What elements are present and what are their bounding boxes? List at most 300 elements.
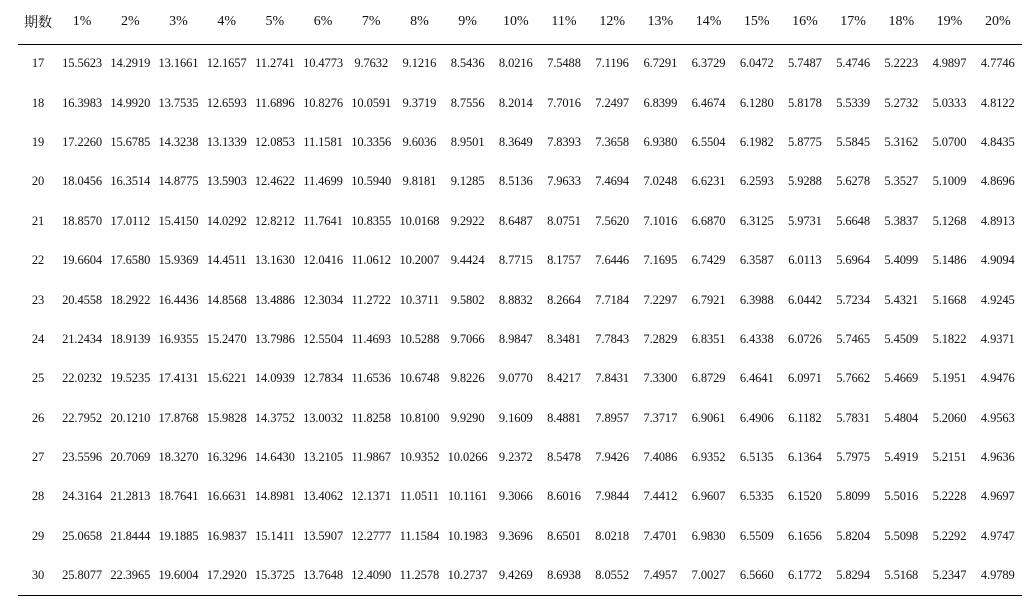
period-cell: 30 [18, 556, 58, 595]
period-cell: 25 [31, 371, 45, 386]
value-cell: 6.5504 [691, 134, 726, 149]
annuity-present-value-table [18, 0, 1022, 596]
value-cell: 12.4622 [254, 174, 295, 189]
value-cell: 6.8399 [643, 95, 678, 110]
period-cell: 27 [31, 450, 45, 465]
value-cell: 6.4674 [691, 95, 726, 110]
value-cell: 7.9844 [595, 489, 630, 504]
period-cell: 21 [31, 213, 45, 228]
value-cell: 16.3296 [206, 450, 247, 465]
value-cell: 5.1486 [932, 253, 967, 268]
value-cell: 9.4269 [492, 556, 540, 595]
value-cell: 5.0700 [932, 134, 967, 149]
value-cell: 5.3527 [884, 174, 919, 189]
value-cell: 7.9426 [595, 450, 630, 465]
value-cell: 5.4321 [884, 292, 919, 307]
value-cell: 7.9633 [547, 174, 581, 189]
value-cell: 4.9636 [980, 450, 1015, 465]
value-cell: 13.4062 [303, 489, 343, 504]
value-cell: 11.0612 [351, 253, 391, 268]
table-row [18, 241, 1022, 280]
value-cell: 5.4804 [884, 410, 919, 425]
value-cell: 11.6896 [255, 95, 295, 110]
value-cell: 13.1339 [206, 134, 247, 149]
value-cell: 22.3965 [106, 556, 154, 595]
value-cell: 5.9288 [788, 174, 822, 189]
value-cell: 7.4086 [643, 450, 678, 465]
value-cell: 6.0472 [739, 56, 774, 71]
table-header [18, 0, 1022, 44]
value-cell: 10.9352 [399, 450, 440, 465]
value-cell: 9.2372 [498, 450, 533, 465]
value-cell: 7.3717 [643, 410, 678, 425]
value-cell: 4.9476 [980, 371, 1015, 386]
value-cell: 12.0416 [303, 253, 343, 268]
value-cell: 8.0216 [498, 56, 533, 71]
value-cell: 5.7234 [836, 292, 870, 307]
value-cell: 10.2007 [399, 253, 440, 268]
header-rate: 10% [492, 0, 540, 44]
value-cell: 7.5488 [547, 56, 581, 71]
value-cell: 17.2260 [62, 134, 103, 149]
value-cell: 8.0751 [547, 213, 581, 228]
table-row [18, 123, 1022, 162]
value-cell: 17.0112 [110, 213, 151, 228]
value-cell: 4.7746 [980, 56, 1015, 71]
table-row [18, 202, 1022, 241]
value-cell: 5.7465 [836, 331, 870, 346]
value-cell: 6.8729 [691, 371, 726, 386]
value-cell: 6.5335 [739, 489, 774, 504]
value-cell: 17.8768 [158, 410, 199, 425]
value-cell: 8.6487 [498, 213, 533, 228]
value-cell: 4.8696 [980, 174, 1015, 189]
value-cell: 13.1630 [254, 253, 295, 268]
value-cell: 10.1161 [447, 489, 488, 504]
value-cell: 10.8276 [303, 95, 343, 110]
value-cell: 8.5136 [498, 174, 533, 189]
value-cell: 5.9731 [788, 213, 822, 228]
value-cell: 10.2737 [444, 556, 492, 595]
value-cell: 5.4509 [884, 331, 919, 346]
value-cell: 13.1661 [158, 56, 199, 71]
value-cell: 6.6231 [691, 174, 726, 189]
value-cell: 7.2829 [643, 331, 678, 346]
value-cell: 19.6004 [154, 556, 202, 595]
value-cell: 15.9828 [206, 410, 247, 425]
annuity-table-container [18, 0, 1022, 596]
value-cell: 6.5509 [739, 528, 774, 543]
value-cell: 7.7184 [595, 292, 630, 307]
value-cell: 12.5504 [303, 331, 343, 346]
value-cell: 5.1951 [932, 371, 967, 386]
value-cell: 5.5845 [836, 134, 870, 149]
value-cell: 14.8568 [206, 292, 247, 307]
value-cell: 10.0266 [447, 450, 488, 465]
value-cell: 5.2060 [932, 410, 967, 425]
value-cell: 14.6430 [254, 450, 295, 465]
value-cell: 10.3356 [351, 134, 392, 149]
value-cell: 14.3752 [254, 410, 295, 425]
header-rate: 19% [925, 0, 973, 44]
value-cell: 8.6938 [540, 556, 588, 595]
value-cell: 15.6221 [206, 371, 247, 386]
period-cell: 18 [31, 95, 45, 110]
value-cell: 6.1772 [781, 556, 829, 595]
value-cell: 5.5168 [877, 556, 925, 595]
value-cell: 15.6785 [110, 134, 151, 149]
value-cell: 14.0292 [206, 213, 247, 228]
value-cell: 9.7632 [354, 56, 389, 71]
value-cell: 6.4906 [739, 410, 774, 425]
value-cell: 11.9867 [351, 450, 391, 465]
value-cell: 6.4641 [739, 371, 774, 386]
value-cell: 5.2223 [884, 56, 919, 71]
value-cell: 7.0027 [684, 556, 732, 595]
header-rate: 13% [636, 0, 684, 44]
header-rate: 11% [540, 0, 588, 44]
value-cell: 7.4412 [643, 489, 678, 504]
value-cell: 4.9897 [932, 56, 967, 71]
value-cell: 18.3270 [158, 450, 199, 465]
value-cell: 5.0333 [932, 95, 967, 110]
value-cell: 10.8355 [351, 213, 392, 228]
period-cell: 28 [31, 489, 45, 504]
value-cell: 9.4424 [450, 253, 485, 268]
value-cell: 20.4558 [62, 292, 103, 307]
value-cell: 8.8832 [498, 292, 533, 307]
value-cell: 5.6278 [836, 174, 870, 189]
value-cell: 12.0853 [254, 134, 295, 149]
value-cell: 8.2664 [547, 292, 581, 307]
period-cell: 20 [31, 174, 45, 189]
value-cell: 5.5016 [884, 489, 919, 504]
value-cell: 5.3837 [884, 213, 919, 228]
value-cell: 6.1656 [788, 528, 822, 543]
value-cell: 7.2297 [643, 292, 678, 307]
value-cell: 6.0726 [788, 331, 822, 346]
value-cell: 5.8775 [788, 134, 822, 149]
value-cell: 7.7843 [595, 331, 630, 346]
value-cell: 6.1520 [788, 489, 822, 504]
value-cell: 10.6748 [399, 371, 440, 386]
value-cell: 6.4338 [739, 331, 774, 346]
value-cell: 7.4957 [636, 556, 684, 595]
value-cell: 12.4090 [347, 556, 395, 595]
value-cell: 16.9355 [158, 331, 199, 346]
table-row [18, 556, 1022, 595]
value-cell: 5.8294 [829, 556, 877, 595]
value-cell: 8.4881 [547, 410, 581, 425]
value-cell: 6.3587 [739, 253, 774, 268]
value-cell: 9.8181 [402, 174, 437, 189]
value-cell: 6.7921 [691, 292, 726, 307]
value-cell: 18.8570 [62, 213, 103, 228]
value-cell: 6.9352 [691, 450, 726, 465]
value-cell: 11.1581 [303, 134, 343, 149]
value-cell: 10.5940 [351, 174, 392, 189]
value-cell: 16.9837 [206, 528, 247, 543]
header-rate: 20% [974, 0, 1022, 44]
value-cell: 11.2741 [255, 56, 295, 71]
header-rate: 2% [106, 0, 154, 44]
value-cell: 7.1695 [643, 253, 678, 268]
value-cell: 5.8204 [836, 528, 870, 543]
value-cell: 5.2732 [884, 95, 919, 110]
value-cell: 5.3162 [884, 134, 919, 149]
value-cell: 6.6870 [691, 213, 726, 228]
value-cell: 5.7487 [788, 56, 822, 71]
value-cell: 14.0939 [254, 371, 295, 386]
value-cell: 14.9920 [110, 95, 151, 110]
value-cell: 6.0971 [788, 371, 822, 386]
value-cell: 5.2151 [932, 450, 967, 465]
value-cell: 17.2920 [203, 556, 251, 595]
value-cell: 11.6536 [351, 371, 391, 386]
value-cell: 6.9061 [691, 410, 726, 425]
value-cell: 6.9607 [691, 489, 726, 504]
value-cell: 7.4694 [595, 174, 630, 189]
value-cell: 5.1668 [932, 292, 967, 307]
value-cell: 6.5660 [733, 556, 781, 595]
value-cell: 6.0442 [788, 292, 822, 307]
value-cell: 8.0552 [588, 556, 636, 595]
value-cell: 15.9369 [158, 253, 199, 268]
value-cell: 6.3988 [739, 292, 774, 307]
value-cell: 11.4699 [303, 174, 343, 189]
value-cell: 7.3658 [595, 134, 630, 149]
value-cell: 8.9847 [498, 331, 533, 346]
value-cell: 5.6964 [836, 253, 870, 268]
value-cell: 7.4701 [643, 528, 678, 543]
value-cell: 9.1285 [450, 174, 485, 189]
value-cell: 7.5620 [595, 213, 630, 228]
value-cell: 6.7291 [643, 56, 678, 71]
value-cell: 6.5135 [739, 450, 774, 465]
value-cell: 9.2922 [450, 213, 485, 228]
value-cell: 11.2578 [395, 556, 443, 595]
header-rate: 9% [444, 0, 492, 44]
value-cell: 8.2014 [498, 95, 533, 110]
value-cell: 13.2105 [303, 450, 343, 465]
value-cell: 8.1757 [547, 253, 581, 268]
value-cell: 9.5802 [450, 292, 485, 307]
table-row [18, 320, 1022, 359]
value-cell: 9.9290 [450, 410, 485, 425]
value-cell: 15.5623 [62, 56, 103, 71]
value-cell: 8.0218 [595, 528, 630, 543]
value-cell: 4.9371 [980, 331, 1015, 346]
value-cell: 8.6501 [547, 528, 581, 543]
value-cell: 16.3514 [110, 174, 151, 189]
value-cell: 14.3238 [158, 134, 199, 149]
value-cell: 14.8981 [254, 489, 295, 504]
value-cell: 14.4511 [206, 253, 247, 268]
header-row [18, 0, 1022, 44]
value-cell: 11.1584 [399, 528, 440, 543]
period-cell: 29 [31, 528, 45, 543]
header-rate: 3% [154, 0, 202, 44]
header-rate: 8% [395, 0, 443, 44]
table-row [18, 359, 1022, 398]
header-rate: 5% [251, 0, 299, 44]
value-cell: 14.2919 [110, 56, 151, 71]
value-cell: 5.4669 [884, 371, 919, 386]
value-cell: 8.4217 [547, 371, 581, 386]
value-cell: 10.3711 [399, 292, 440, 307]
value-cell: 6.9380 [643, 134, 678, 149]
value-cell: 7.3300 [643, 371, 678, 386]
table-row [18, 44, 1022, 83]
value-cell: 10.4773 [303, 56, 343, 71]
value-cell: 10.0591 [351, 95, 392, 110]
value-cell: 9.3066 [498, 489, 533, 504]
table-row [18, 280, 1022, 319]
value-cell: 12.8212 [254, 213, 295, 228]
value-cell: 14.8775 [158, 174, 199, 189]
table-row [18, 517, 1022, 556]
header-rate: 4% [203, 0, 251, 44]
value-cell: 7.7016 [547, 95, 581, 110]
value-cell: 12.3034 [303, 292, 343, 307]
header-period: 期数 [18, 0, 58, 44]
period-cell: 23 [31, 292, 45, 307]
value-cell: 13.4886 [254, 292, 295, 307]
value-cell: 23.5596 [62, 450, 103, 465]
value-cell: 21.8444 [110, 528, 151, 543]
value-cell: 9.6036 [402, 134, 437, 149]
value-cell: 7.6446 [595, 253, 630, 268]
header-rate: 14% [684, 0, 732, 44]
value-cell: 18.7641 [158, 489, 199, 504]
value-cell: 6.1182 [788, 410, 822, 425]
value-cell: 12.1371 [351, 489, 392, 504]
value-cell: 9.0770 [498, 371, 533, 386]
value-cell: 9.1216 [402, 56, 437, 71]
table-row [18, 162, 1022, 201]
value-cell: 25.0658 [62, 528, 103, 543]
value-cell: 17.4131 [158, 371, 199, 386]
value-cell: 20.7069 [110, 450, 151, 465]
value-cell: 8.5436 [450, 56, 485, 71]
value-cell: 9.3719 [402, 95, 437, 110]
value-cell: 7.8431 [595, 371, 630, 386]
value-cell: 6.3729 [691, 56, 726, 71]
value-cell: 7.1196 [595, 56, 629, 71]
value-cell: 13.5907 [303, 528, 343, 543]
header-rate: 1% [58, 0, 106, 44]
value-cell: 12.2777 [351, 528, 392, 543]
header-rate: 16% [781, 0, 829, 44]
value-cell: 25.8077 [58, 556, 106, 595]
value-cell: 4.9789 [974, 556, 1022, 595]
value-cell: 4.9747 [980, 528, 1015, 543]
value-cell: 5.4919 [884, 450, 919, 465]
value-cell: 12.6593 [206, 95, 247, 110]
value-cell: 13.7535 [158, 95, 199, 110]
value-cell: 19.1885 [158, 528, 199, 543]
value-cell: 12.7834 [303, 371, 343, 386]
value-cell: 5.8099 [836, 489, 870, 504]
value-cell: 16.4436 [158, 292, 199, 307]
value-cell: 5.4746 [836, 56, 870, 71]
value-cell: 15.4150 [158, 213, 199, 228]
value-cell: 6.7429 [691, 253, 726, 268]
value-cell: 21.2434 [62, 331, 103, 346]
value-cell: 5.8178 [788, 95, 822, 110]
value-cell: 13.7648 [299, 556, 347, 595]
value-cell: 5.2347 [925, 556, 973, 595]
table-row [18, 477, 1022, 516]
value-cell: 11.2722 [351, 292, 391, 307]
header-rate: 12% [588, 0, 636, 44]
value-cell: 10.0168 [399, 213, 440, 228]
value-cell: 21.2813 [110, 489, 151, 504]
value-cell: 4.9094 [980, 253, 1015, 268]
value-cell: 8.7715 [498, 253, 533, 268]
value-cell: 7.8393 [547, 134, 581, 149]
value-cell: 9.7066 [450, 331, 485, 346]
value-cell: 18.0456 [62, 174, 103, 189]
value-cell: 11.8258 [351, 410, 391, 425]
value-cell: 24.3164 [62, 489, 103, 504]
header-rate: 7% [347, 0, 395, 44]
value-cell: 4.9697 [980, 489, 1015, 504]
period-cell: 24 [31, 331, 45, 346]
value-cell: 22.7952 [62, 410, 103, 425]
value-cell: 6.1982 [739, 134, 774, 149]
value-cell: 18.9139 [110, 331, 151, 346]
value-cell: 18.2922 [110, 292, 151, 307]
value-cell: 7.1016 [643, 213, 678, 228]
value-cell: 8.7556 [450, 95, 485, 110]
value-cell: 7.2497 [595, 95, 630, 110]
value-cell: 8.6016 [547, 489, 581, 504]
value-cell: 7.0248 [643, 174, 678, 189]
table-row [18, 399, 1022, 438]
value-cell: 15.1411 [255, 528, 295, 543]
value-cell: 15.3725 [251, 556, 299, 595]
period-cell: 22 [31, 253, 45, 268]
value-cell: 7.8957 [595, 410, 630, 425]
value-cell: 6.9830 [691, 528, 726, 543]
value-cell: 8.5478 [547, 450, 581, 465]
value-cell: 13.0032 [303, 410, 343, 425]
value-cell: 12.1657 [206, 56, 247, 71]
value-cell: 4.8435 [980, 134, 1015, 149]
value-cell: 4.9245 [980, 292, 1015, 307]
value-cell: 19.5235 [110, 371, 151, 386]
value-cell: 6.1280 [739, 95, 774, 110]
table-body [18, 44, 1022, 595]
value-cell: 10.1983 [447, 528, 488, 543]
table-row [18, 438, 1022, 477]
value-cell: 4.8913 [980, 213, 1015, 228]
period-cell: 19 [31, 134, 45, 149]
value-cell: 6.2593 [739, 174, 774, 189]
value-cell: 5.7975 [836, 450, 870, 465]
value-cell: 20.1210 [110, 410, 151, 425]
value-cell: 13.5903 [206, 174, 247, 189]
header-rate: 18% [877, 0, 925, 44]
value-cell: 5.6648 [836, 213, 870, 228]
value-cell: 13.7986 [254, 331, 295, 346]
value-cell: 19.6604 [62, 253, 103, 268]
value-cell: 5.1822 [932, 331, 967, 346]
value-cell: 8.3481 [547, 331, 581, 346]
value-cell: 9.1609 [498, 410, 533, 425]
value-cell: 8.3649 [498, 134, 533, 149]
